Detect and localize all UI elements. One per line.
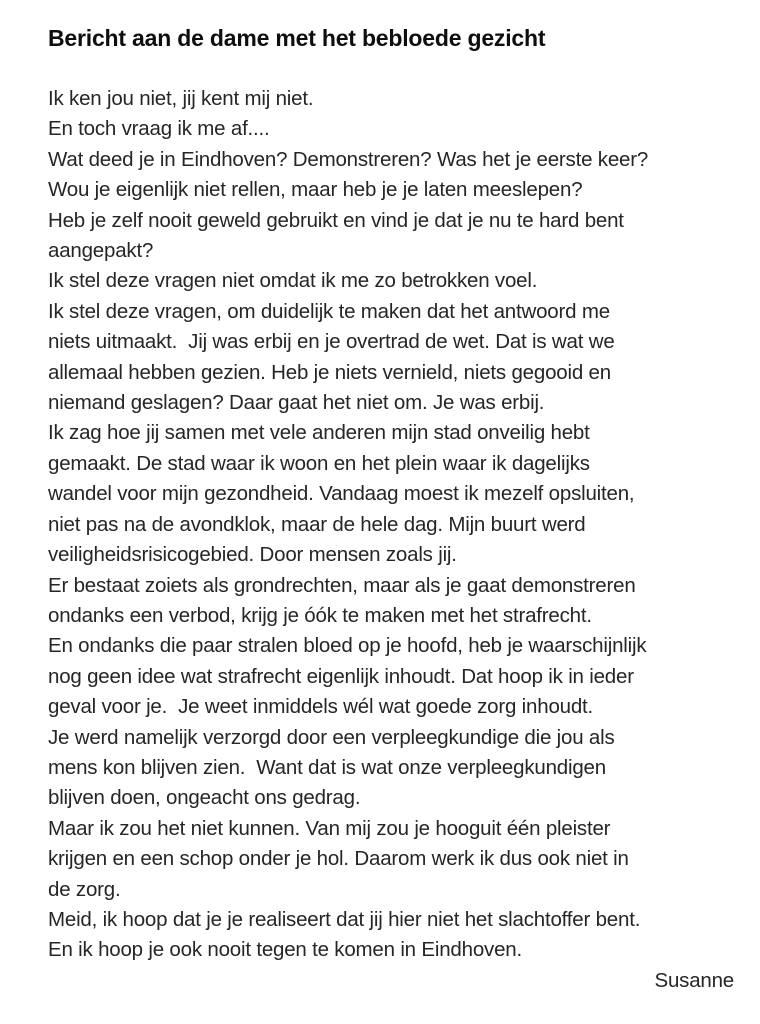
letter-line: allemaal hebben gezien. Heb je niets vernield, niets gegooid en <box>48 360 611 384</box>
letter-line: krijgen en een schop onder je hol. Daarom werk ik dus ook niet in <box>48 847 629 871</box>
letter-line: ondanks een verbod, krijg je óók te maken met het strafrecht. <box>48 603 592 627</box>
letter-line: aangepakt? <box>48 239 154 263</box>
letter-line: blijven doen, ongeacht ons gedrag. <box>48 786 361 810</box>
letter-line: Heb je zelf nooit geweld gebruikt en vind je dat je nu te hard bent <box>48 208 624 232</box>
letter-line: Ik ken jou niet, jij kent mij niet. <box>48 87 314 110</box>
letter-line: geval voor je. Je weet inmiddels wél wat goede zorg inhoudt. <box>48 695 594 719</box>
letter-line: Er bestaat zoiets als grondrechten, maar als je gaat demonstreren <box>48 573 636 597</box>
letter-line: wandel voor mijn gezondheid. Vandaag moest ik mezelf opsluiten, <box>48 482 635 506</box>
letter-line: En ondanks die paar stralen bloed op je hoofd, heb je waarschijnlijk <box>48 634 647 658</box>
letter-line: En toch vraag ik me af.... <box>48 117 270 141</box>
letter-line: Ik stel deze vragen niet omdat ik me zo betrokken voel. <box>48 269 538 293</box>
letter-line: gemaakt. De stad waar ik woon en het plein waar ik dagelijks <box>48 451 590 475</box>
letter-line: niets uitmaakt. Jij was erbij en je overtrad de wet. Dat is wat we <box>48 330 615 354</box>
page-title: Bericht aan de dame met het bebloede gezicht <box>48 25 546 51</box>
letter-line: de zorg. <box>48 877 121 901</box>
letter-line: Ik stel deze vragen, om duidelijk te maken dat het antwoord me <box>48 299 610 323</box>
letter-line: Maar ik zou het niet kunnen. Van mij zou je hooguit één pleister <box>48 816 611 840</box>
letter-line: niet pas na de avondklok, maar de hele dag. Mijn buurt werd <box>48 512 586 536</box>
letter-line: niemand geslagen? Daar gaat het niet om. Je was erbij. <box>48 391 545 415</box>
letter-line: Wou je eigenlijk niet rellen, maar heb je je laten meeslepen? <box>48 178 583 202</box>
letter-line: Wat deed je in Eindhoven? Demonstreren? Was het je eerste keer? <box>48 147 649 171</box>
letter-line: Je werd namelijk verzorgd door een verpleegkundige die jou als <box>48 725 615 749</box>
letter-line: Ik zag hoe jij samen met vele anderen mijn stad onveilig hebt <box>48 421 590 445</box>
letter-line: En ik hoop je ook nooit tegen te komen in Eindhoven. <box>48 938 522 962</box>
signature: Susanne <box>654 968 734 992</box>
letter-body <box>48 84 734 996</box>
letter-line: mens kon blijven zien. Want dat is wat onze verpleegkundigen <box>48 755 606 779</box>
letter-line: nog geen idee wat strafrecht eigenlijk inhoudt. Dat hoop ik in ieder <box>48 664 634 688</box>
letter-line: veiligheidsrisicogebied. Door mensen zoals jij. <box>48 543 457 567</box>
letter-line: Meid, ik hoop dat je je realiseert dat jij hier niet het slachtoffer bent. <box>48 907 641 931</box>
